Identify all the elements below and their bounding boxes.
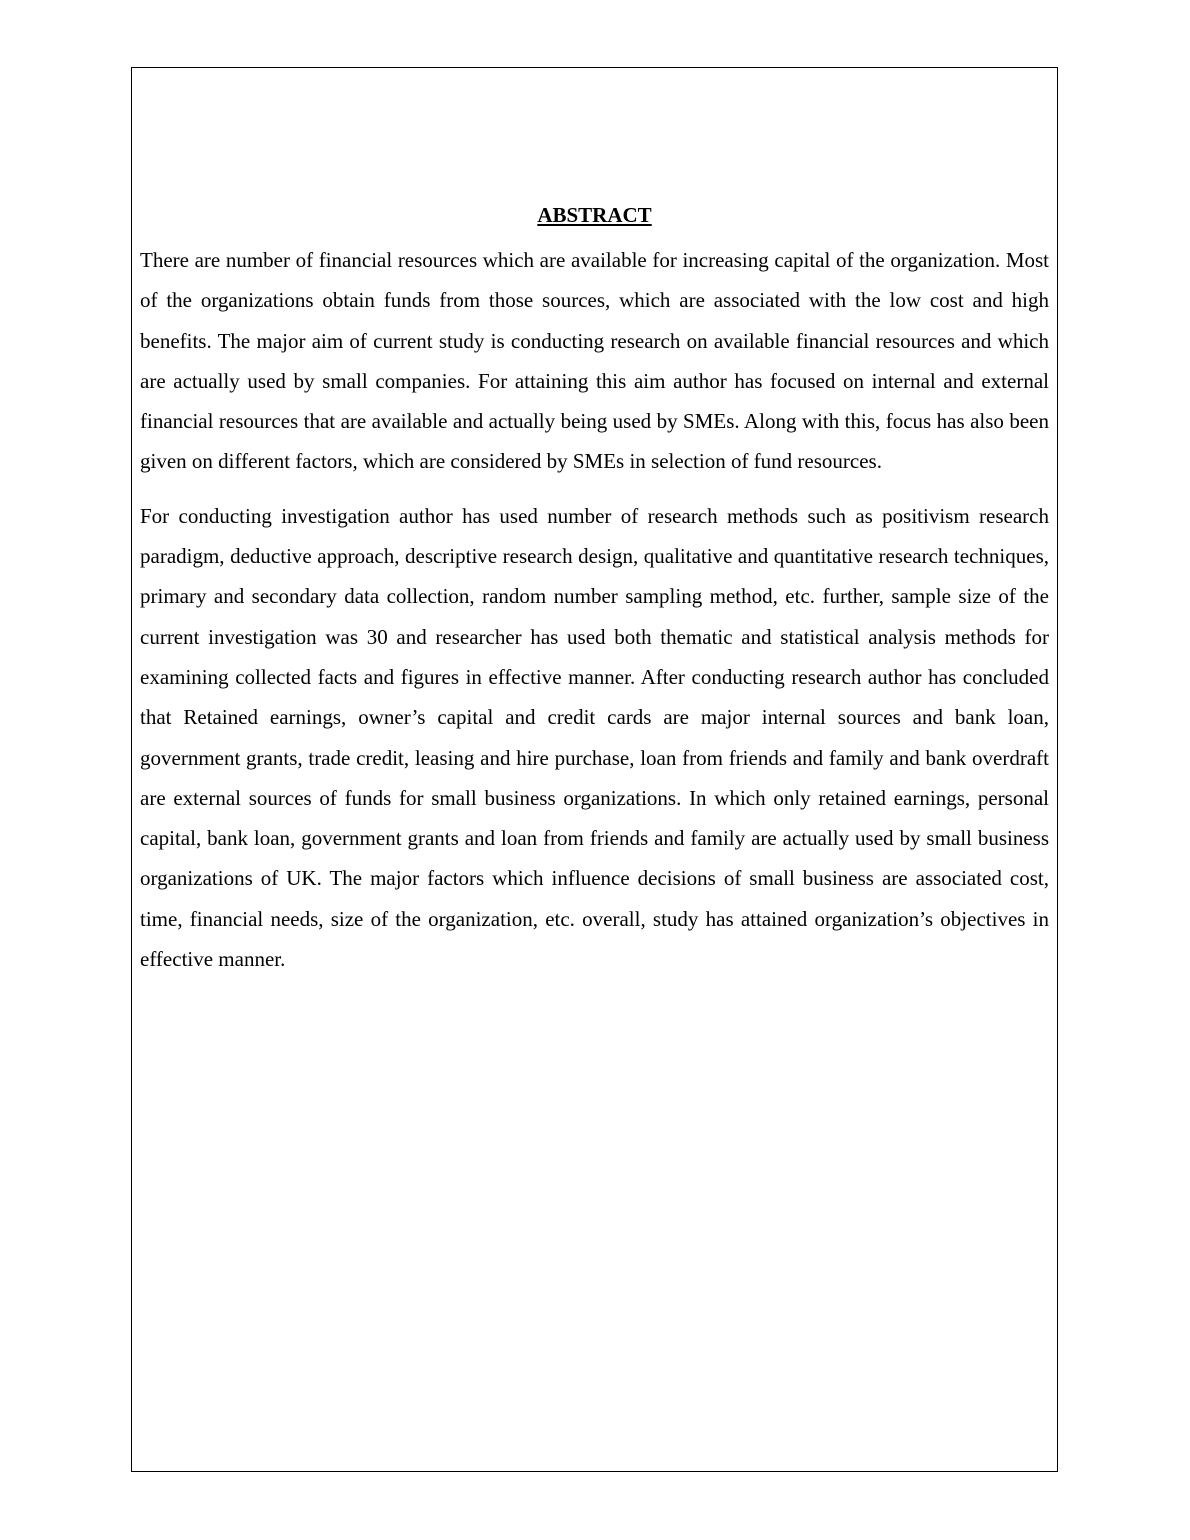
document-body [140,200,1049,979]
abstract-heading: ABSTRACT [537,203,652,227]
abstract-paragraph-2: For conducting investigation author has used number of research methods such as positivism research paradigm, deductive approach, descriptive research design, qualitative and quantitative research techniques, primary and secondary data collection, random number sampling method, etc. further, sample size of the current investigation was 30 and researcher has used both thematic and statistical analysis methods for examining collected facts and figures in effective manner. After conducting research author has concluded that Retained earnings, owner’s capital and credit cards are major internal sources and bank loan, government grants, trade credit, leasing and hire purchase, loan from friends and family and bank overdraft are external sources of funds for small business organizations. In which only retained earnings, personal capital, bank loan, government grants and loan from friends and family are actually used by small business organizations of UK. The major factors which influence decisions of small business are associated cost, time, financial needs, size of the organization, etc. overall, study has attained organization’s objectives in effective manner. [140,503,1049,972]
abstract-paragraph-1: There are number of financial resources which are available for increasing capital of the organization. Most of the organizations obtain funds from those sources, which are associated with the low cost and high benefits. The major aim of current study is conducting research on available financial resources and which are actually used by small companies. For attaining this aim author has focused on internal and external financial resources that are available and actually being used by SMEs. Along with this, focus has also been given on different factors, which are considered by SMEs in selection of fund resources. [140,248,1049,474]
